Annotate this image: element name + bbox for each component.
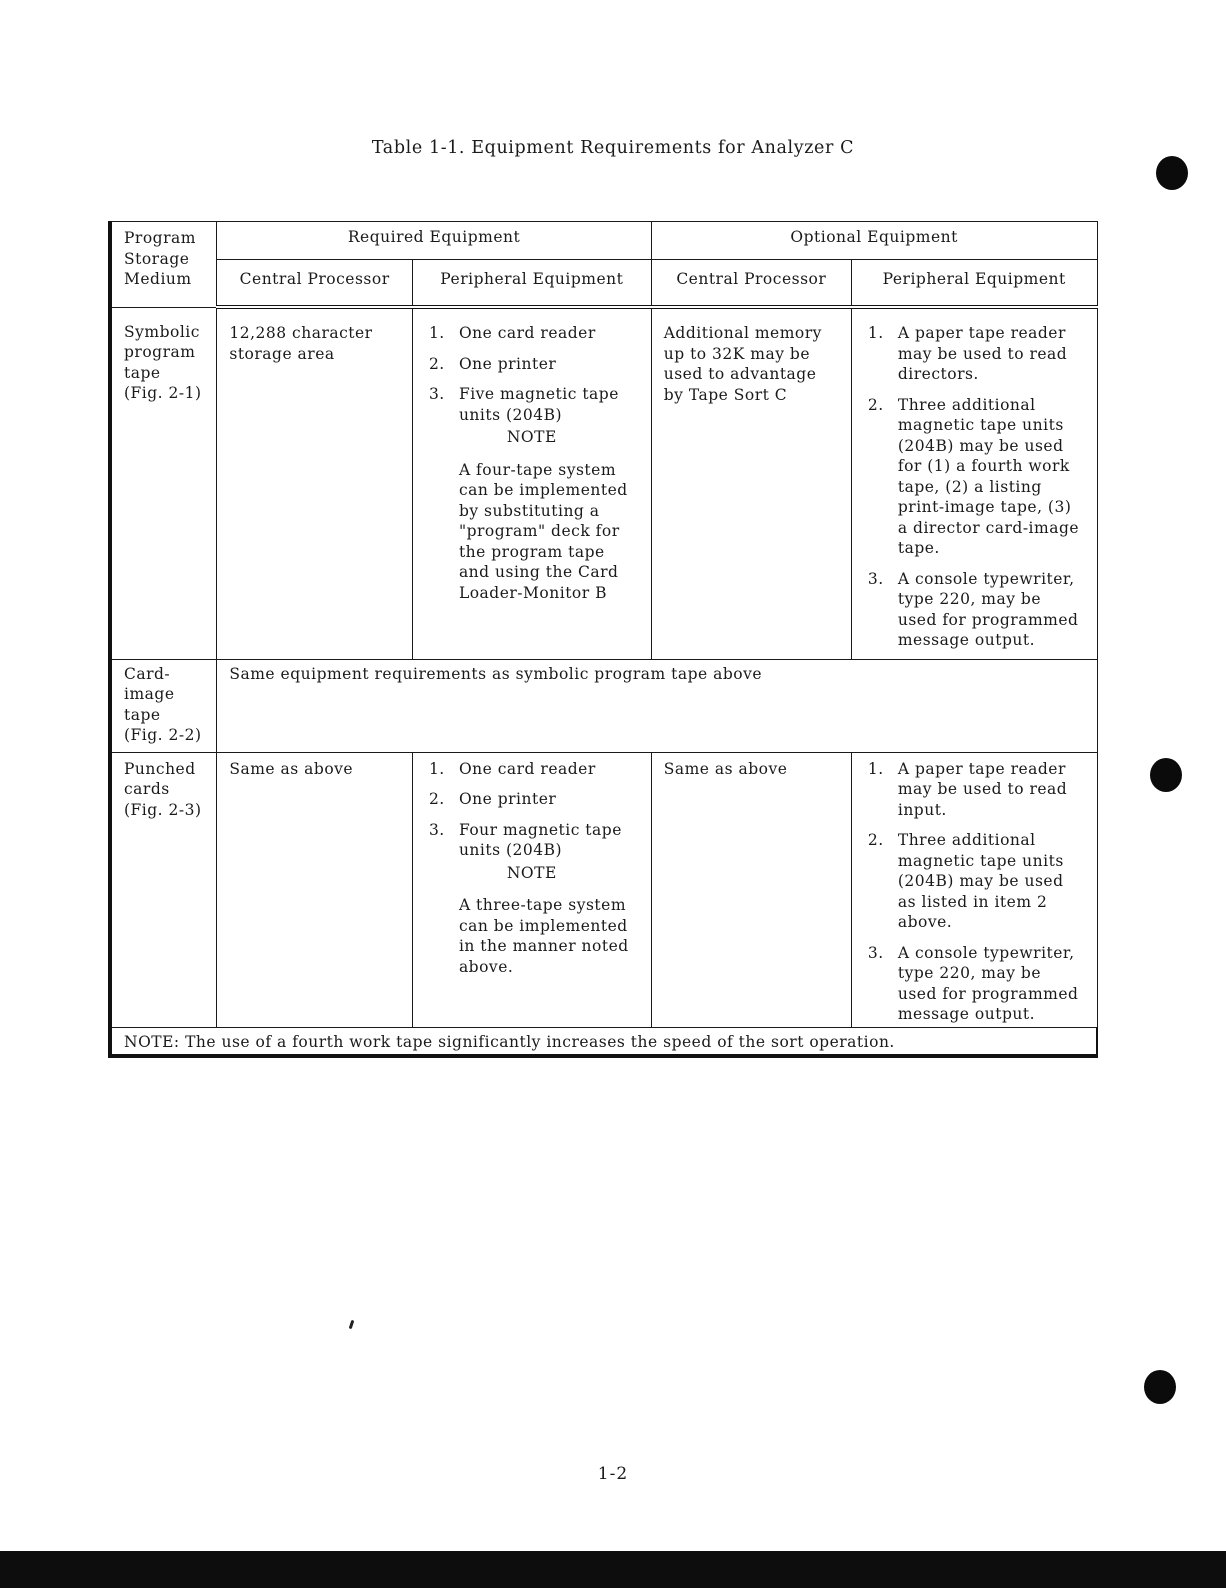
optional-cp-cell: Same as above <box>651 752 851 1027</box>
note-heading: NOTE <box>506 863 557 882</box>
table-footnote: NOTE: The use of a fourth work tape significantly increases the speed of the sort operation. <box>110 1027 1097 1056</box>
note-text: A four-tape system can be implemented by substituting a "program" deck for the program tape and using the Card Loader-Monitor B <box>458 460 628 602</box>
list-item: 1. A paper tape reader may be used to read directors. <box>867 324 1068 383</box>
ink-speck <box>349 1320 355 1329</box>
header-required: Required Equipment <box>217 222 651 260</box>
table-row <box>110 307 1097 659</box>
punch-hole <box>1156 156 1188 190</box>
required-pe-cell <box>412 307 651 659</box>
note-heading: NOTE <box>506 428 557 446</box>
list-item: 2. Three additional magnetic tape units (204B) may be used as listed in item 2 above. <box>867 831 1064 931</box>
header-required-cp: Central Processor <box>217 260 413 308</box>
page-number: 1-2 <box>597 1464 629 1484</box>
table-row <box>110 659 1097 752</box>
punch-hole <box>1144 1370 1176 1404</box>
list-item: 1. One card reader <box>428 759 596 778</box>
required-cp-cell: Same as above <box>217 752 413 1027</box>
list-item: 2. One printer <box>428 790 557 808</box>
header-optional: Optional Equipment <box>651 222 1097 260</box>
list-item: 3. Five magnetic tape units (204B) <box>428 385 619 424</box>
list-item: 3. A console typewriter, type 220, may be used for programmed message output. <box>867 943 1079 1023</box>
header-optional-pe: Peripheral Equipment <box>851 260 1097 308</box>
required-pe-cell <box>412 752 651 1027</box>
punch-hole <box>1150 758 1182 792</box>
medium-cell: Symbolic program tape (Fig. 2-1) <box>110 307 217 659</box>
table-row <box>110 752 1097 1027</box>
list-item: 3. Four magnetic tape units (204B) <box>428 820 622 859</box>
equipment-table <box>108 221 1098 1058</box>
note-text: A three-tape system can be implemented in the manner noted above. <box>458 896 629 976</box>
medium-cell: Card-image tape (Fig. 2-2) <box>110 659 217 752</box>
scan-border <box>0 1551 1226 1588</box>
list-item: 1. One card reader <box>428 324 596 342</box>
list-item: 1. A paper tape reader may be used to read input. <box>867 759 1068 819</box>
list-item: 3. A console typewriter, type 220, may be used for programmed message output. <box>867 569 1079 649</box>
optional-cp-cell: Additional memory up to 32K may be used to advantage by Tape Sort C <box>651 307 851 659</box>
optional-pe-cell <box>851 307 1097 659</box>
required-cp-cell: 12,288 character storage area <box>217 307 413 659</box>
optional-pe-cell <box>851 752 1097 1027</box>
header-medium: Program Storage Medium <box>110 222 217 308</box>
header-required-pe: Peripheral Equipment <box>412 260 651 308</box>
same-requirements-cell: Same equipment requirements as symbolic program tape above <box>217 659 1097 752</box>
table-title: Table 1-1. Equipment Requirements for Analyzer C <box>371 138 855 158</box>
medium-cell: Punched cards (Fig. 2-3) <box>110 752 217 1027</box>
list-item: 2. Three additional magnetic tape units (204B) may be used for (1) a fourth work tape, (2) a listing print-image tape, (3) a director card-image tape. <box>867 395 1080 557</box>
list-item: 2. One printer <box>428 354 557 373</box>
header-optional-cp: Central Processor <box>651 260 851 308</box>
